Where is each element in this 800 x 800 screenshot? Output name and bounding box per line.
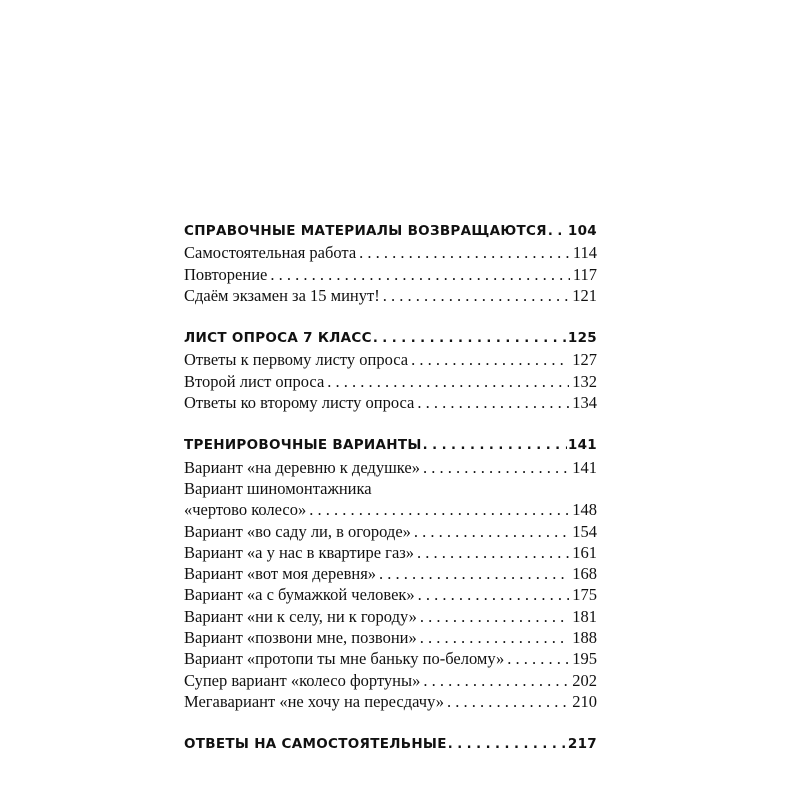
entry-title: Вариант «а у нас в квартире газ» [184,542,415,562]
dot-leader [420,627,570,648]
dot-leader [417,392,569,413]
toc-section [184,734,597,755]
entry-title: Повторение [184,264,268,284]
dot-leader [373,328,567,349]
entry-title: Вариант «вот моя деревня» [184,564,377,584]
entry-page-number: 148 [572,500,597,520]
dot-leader [327,371,569,392]
dot-leader [414,521,569,542]
entry-title: Вариант «во саду ли, в огороде» [184,521,411,541]
toc-entry[interactable] [184,521,597,542]
entry-title: Второй лист опроса [184,371,325,391]
dot-leader [423,457,569,478]
toc-entry-line-2[interactable] [184,499,597,520]
entry-page-number: 114 [572,243,597,263]
section-page-number: 141 [567,437,597,454]
toc-section-heading[interactable] [184,221,597,242]
dot-leader [309,499,569,520]
dot-leader [420,606,569,627]
toc-entry[interactable] [184,563,597,584]
entry-page-number: 210 [572,691,597,711]
entry-page-number: 117 [572,264,597,284]
toc-entry[interactable] [184,285,597,306]
toc-section-heading[interactable] [184,328,597,349]
dot-leader [383,285,570,306]
toc-entry[interactable] [184,606,597,627]
entry-page-number: 188 [572,628,597,648]
entry-page-number: 154 [572,521,597,541]
toc-entry[interactable] [184,691,597,712]
entry-title: Ответы к первому листу опроса [184,350,409,370]
entry-page-number: 121 [572,285,597,305]
dot-leader [379,563,569,584]
toc-section-heading[interactable] [184,435,597,456]
entry-page-number: 175 [572,585,597,605]
toc-section [184,328,597,413]
entry-title: Вариант шиномонтажника [184,478,372,498]
section-title: СПРАВОЧНЫЕ МАТЕРИАЛЫ ВОЗВРАЩАЮТСЯ [184,223,547,239]
entry-title: Вариант «ни к селу, ни к городу» [184,606,417,626]
entry-page-number: 132 [572,371,597,391]
section-page-number: 125 [567,330,597,347]
toc-entry[interactable] [184,349,597,370]
dot-leader [448,734,567,755]
section-title: ТРЕНИРОВОЧНЫЕ ВАРИАНТЫ [184,437,422,454]
toc-entry-line-1[interactable] [184,478,597,499]
toc-entry[interactable] [184,542,597,563]
table-of-contents [184,221,597,778]
dot-leader [548,221,567,242]
dot-leader [411,349,569,370]
entry-title: Супер вариант «колесо фортуны» [184,670,421,690]
dot-leader [359,242,570,263]
section-title: ЛИСТ ОПРОСА 7 КЛАСС [184,330,372,347]
dot-leader [507,648,569,669]
entry-page-number: 127 [572,350,597,370]
toc-section [184,435,597,712]
entry-title: Вариант «протопи ты мне баньку по-белому» [184,649,505,669]
toc-entry[interactable] [184,392,597,413]
entry-title: Самостоятельная работа [184,243,357,263]
section-title: ОТВЕТЫ НА САМОСТОЯТЕЛЬНЫЕ [184,736,447,753]
dot-leader [270,264,570,285]
entry-page-number: 134 [572,393,597,413]
toc-section [184,221,597,306]
dot-leader [423,435,567,456]
toc-entry[interactable] [184,584,597,605]
entry-page-number: 168 [572,564,597,584]
toc-entry[interactable] [184,242,597,263]
entry-title-continued: «чертово колесо» [184,500,307,520]
toc-section-heading[interactable] [184,734,597,755]
toc-entry[interactable] [184,264,597,285]
toc-entry[interactable] [184,648,597,669]
entry-title: Вариант «а с бумажкой человек» [184,585,415,605]
entry-page-number: 161 [572,542,597,562]
entry-page-number: 202 [572,670,597,690]
toc-entry[interactable] [184,457,597,478]
entry-title: Вариант «позвони мне, позвони» [184,628,417,648]
toc-entry[interactable] [184,670,597,691]
entry-title: Мегавариант «не хочу на пересдачу» [184,691,444,711]
section-page-number: 104 [567,223,597,239]
toc-entry[interactable] [184,627,597,648]
section-page-number: 217 [567,736,597,753]
entry-title: Ответы ко второму листу опроса [184,393,415,413]
toc-entry[interactable] [184,371,597,392]
dot-leader [447,691,569,712]
entry-page-number: 195 [572,649,597,669]
dot-leader [418,584,570,605]
dot-leader [417,542,569,563]
entry-page-number: 181 [572,606,597,626]
dot-leader [423,670,569,691]
entry-title: Сдаём экзамен за 15 минут! [184,285,380,305]
entry-title: Вариант «на деревню к дедушке» [184,457,420,477]
entry-page-number: 141 [572,457,597,477]
